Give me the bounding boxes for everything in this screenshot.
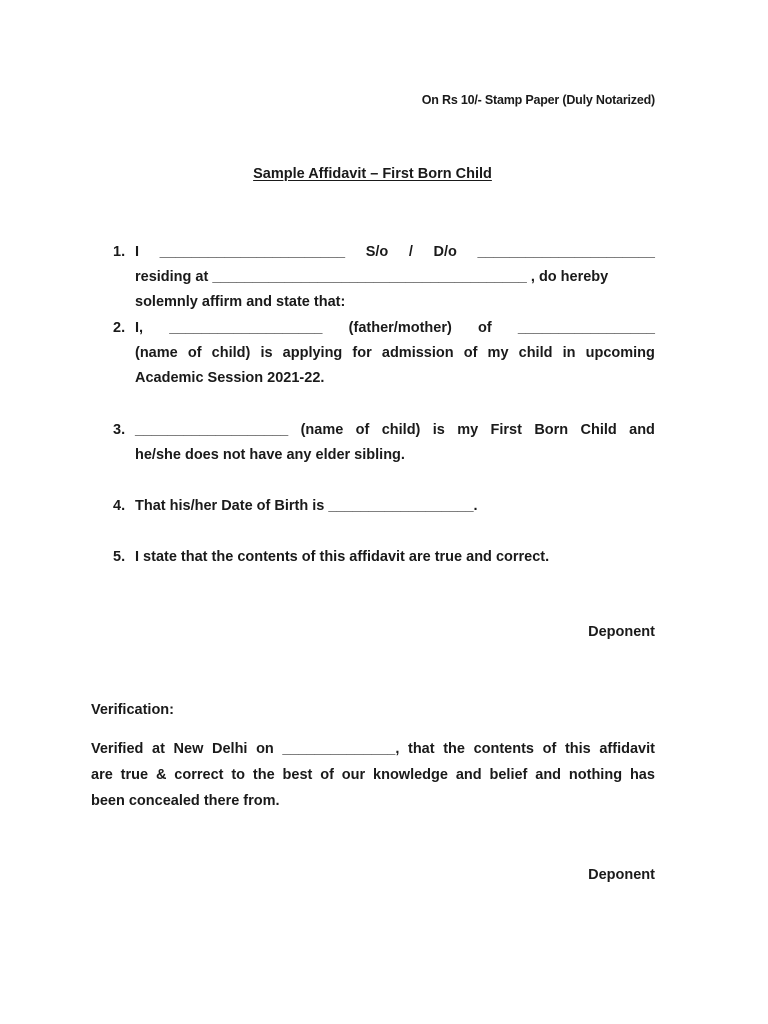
stamp-paper-note: On Rs 10/- Stamp Paper (Duly Notarized) bbox=[421, 93, 655, 107]
word: / bbox=[408, 244, 413, 260]
word: for bbox=[352, 345, 372, 361]
word: of bbox=[355, 422, 370, 438]
clause-number: 5. bbox=[113, 549, 126, 565]
word: (name bbox=[135, 345, 178, 361]
word: the bbox=[252, 767, 275, 783]
clause-line bbox=[135, 240, 655, 265]
clause-2 bbox=[113, 316, 655, 391]
word: upcoming bbox=[585, 345, 655, 361]
clause-line: That his/her Date of Birth is __________________. bbox=[135, 498, 478, 514]
word: our bbox=[341, 767, 366, 783]
word: contents bbox=[473, 741, 534, 757]
word: true bbox=[120, 767, 149, 783]
child-name-blank: _________________ bbox=[517, 320, 655, 336]
word: and bbox=[535, 767, 562, 783]
word: this bbox=[564, 741, 591, 757]
word: at bbox=[152, 741, 165, 757]
deponent-signature-label-1: Deponent bbox=[588, 624, 655, 640]
word: of bbox=[187, 345, 202, 361]
name-blank: _______________________ bbox=[159, 244, 346, 260]
word: & bbox=[155, 767, 167, 783]
clause-line: solemnly affirm and state that: bbox=[135, 294, 346, 310]
word: the bbox=[443, 741, 465, 757]
word: I, bbox=[135, 320, 144, 336]
word: and bbox=[455, 767, 482, 783]
clause-5 bbox=[113, 545, 655, 570]
parent-name-blank: ______________________ bbox=[477, 244, 655, 260]
word: is bbox=[260, 345, 273, 361]
child-name-blank: ___________________ bbox=[135, 422, 289, 438]
word: on bbox=[256, 741, 274, 757]
clause-number: 2. bbox=[113, 320, 126, 336]
word: has bbox=[629, 767, 655, 783]
clause-number: 1. bbox=[113, 244, 126, 260]
clause-line bbox=[135, 418, 655, 443]
clause-4 bbox=[113, 494, 655, 519]
word: of bbox=[477, 320, 492, 336]
verification-line bbox=[91, 736, 655, 762]
clause-line: residing at _______________________________________ , do hereby bbox=[135, 269, 609, 285]
word: my bbox=[487, 345, 509, 361]
word: Born bbox=[534, 422, 569, 438]
word: I bbox=[135, 244, 140, 260]
word: Delhi bbox=[212, 741, 248, 757]
word: Verified bbox=[91, 741, 144, 757]
word: D/o bbox=[433, 244, 457, 260]
word: in bbox=[562, 345, 576, 361]
word: of bbox=[320, 767, 334, 783]
verification-line: been concealed there from. bbox=[91, 793, 280, 809]
word: child) bbox=[211, 345, 251, 361]
clause-line: Academic Session 2021-22. bbox=[135, 370, 325, 386]
document-title: Sample Affidavit – First Born Child bbox=[253, 166, 492, 182]
clause-number: 4. bbox=[113, 498, 126, 514]
word: best bbox=[282, 767, 313, 783]
word: my bbox=[457, 422, 479, 438]
word: admission bbox=[381, 345, 454, 361]
clause-1 bbox=[113, 240, 655, 315]
word: S/o bbox=[365, 244, 389, 260]
verification-text bbox=[91, 736, 655, 814]
word: child bbox=[518, 345, 553, 361]
clause-3 bbox=[113, 418, 655, 468]
word: belief bbox=[489, 767, 528, 783]
word: are bbox=[91, 767, 113, 783]
word: (father/mother) bbox=[348, 320, 452, 336]
word: of bbox=[542, 741, 557, 757]
word: knowledge bbox=[373, 767, 448, 783]
word: affidavit bbox=[599, 741, 655, 757]
deponent-signature-label-2: Deponent bbox=[588, 867, 655, 883]
word: (name bbox=[300, 422, 344, 438]
clause-line bbox=[135, 316, 655, 341]
clause-line: I state that the contents of this affidavit are true and correct. bbox=[135, 549, 550, 565]
clause-number: 3. bbox=[113, 422, 126, 438]
date-blank: ______________, bbox=[282, 741, 400, 757]
word: of bbox=[463, 345, 478, 361]
verification-line bbox=[91, 762, 655, 788]
clause-line: he/she does not have any elder sibling. bbox=[135, 447, 405, 463]
clause-line bbox=[135, 341, 655, 366]
word: child) bbox=[381, 422, 421, 438]
word: that bbox=[407, 741, 435, 757]
word: New bbox=[173, 741, 204, 757]
word: First bbox=[490, 422, 522, 438]
word: to bbox=[231, 767, 246, 783]
word: and bbox=[629, 422, 655, 438]
name-blank: ___________________ bbox=[169, 320, 323, 336]
word: correct bbox=[174, 767, 224, 783]
word: Child bbox=[580, 422, 617, 438]
word: applying bbox=[282, 345, 343, 361]
word: is bbox=[432, 422, 445, 438]
verification-heading: Verification: bbox=[91, 702, 174, 718]
word: nothing bbox=[568, 767, 623, 783]
